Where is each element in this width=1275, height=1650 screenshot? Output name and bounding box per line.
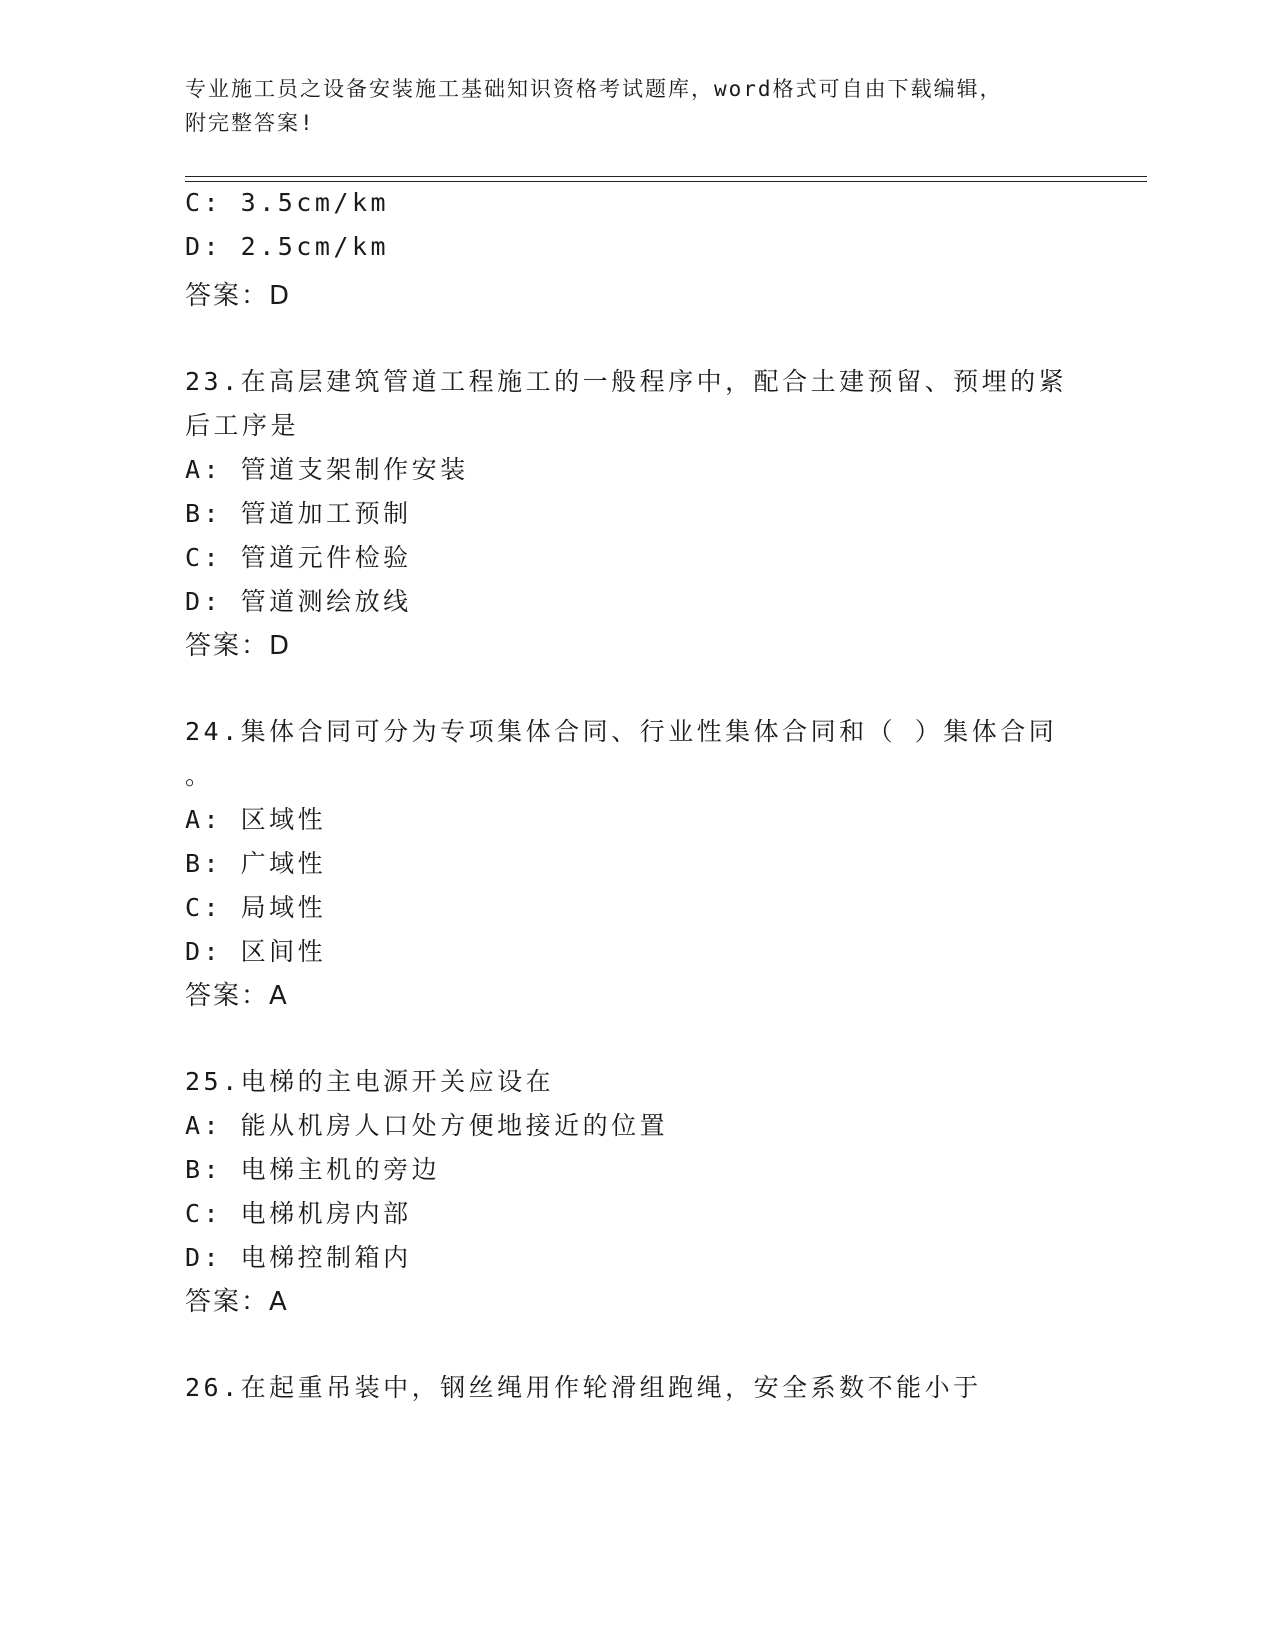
question-24-stem-cont: 。 <box>185 761 214 790</box>
header-line-1: 专业施工员之设备安装施工基础知识资格考试题库，word格式可自由下载编辑， <box>185 77 1003 101</box>
question-25-option-c: C: 电梯机房内部 <box>185 1199 412 1228</box>
option-d: D: 2.5cm/km <box>185 232 390 261</box>
question-23-stem-cont: 后工序是 <box>185 411 300 440</box>
question-23-option-c: C: 管道元件检验 <box>185 543 412 572</box>
question-23-option-b: B: 管道加工预制 <box>185 499 412 528</box>
question-26-stem: 26.在起重吊装中，钢丝绳用作轮滑组跑绳，安全系数不能小于 <box>185 1373 982 1402</box>
question-23-stem: 23.在高层建筑管道工程施工的一般程序中，配合土建预留、预埋的紧 <box>185 367 1068 396</box>
header-line-2: 附完整答案! <box>185 111 315 135</box>
document-header <box>185 72 1085 140</box>
question-25-option-b: B: 电梯主机的旁边 <box>185 1155 441 1184</box>
question-25-option-a: A: 能从机房人口处方便地接近的位置 <box>185 1111 669 1140</box>
option-c: C: 3.5cm/km <box>185 188 390 217</box>
question-23-option-d: D: 管道测绘放线 <box>185 587 412 616</box>
question-25-answer: 答案：A <box>185 1287 289 1317</box>
question-24-option-b: B: 广域性 <box>185 849 327 878</box>
header-rule-bottom <box>185 181 1147 182</box>
header-rule-top <box>185 176 1147 177</box>
question-25-option-d: D: 电梯控制箱内 <box>185 1243 412 1272</box>
question-23-answer: 答案：D <box>185 631 292 661</box>
question-25-stem: 25.电梯的主电源开关应设在 <box>185 1067 555 1096</box>
answer: 答案：D <box>185 281 292 311</box>
question-24-stem: 24.集体合同可分为专项集体合同、行业性集体合同和（ ）集体合同 <box>185 717 1058 746</box>
question-23-option-a: A: 管道支架制作安装 <box>185 455 469 484</box>
question-24-option-a: A: 区域性 <box>185 805 327 834</box>
question-24-option-d: D: 区间性 <box>185 937 327 966</box>
question-24-answer: 答案：A <box>185 981 289 1011</box>
question-24-option-c: C: 局域性 <box>185 893 327 922</box>
